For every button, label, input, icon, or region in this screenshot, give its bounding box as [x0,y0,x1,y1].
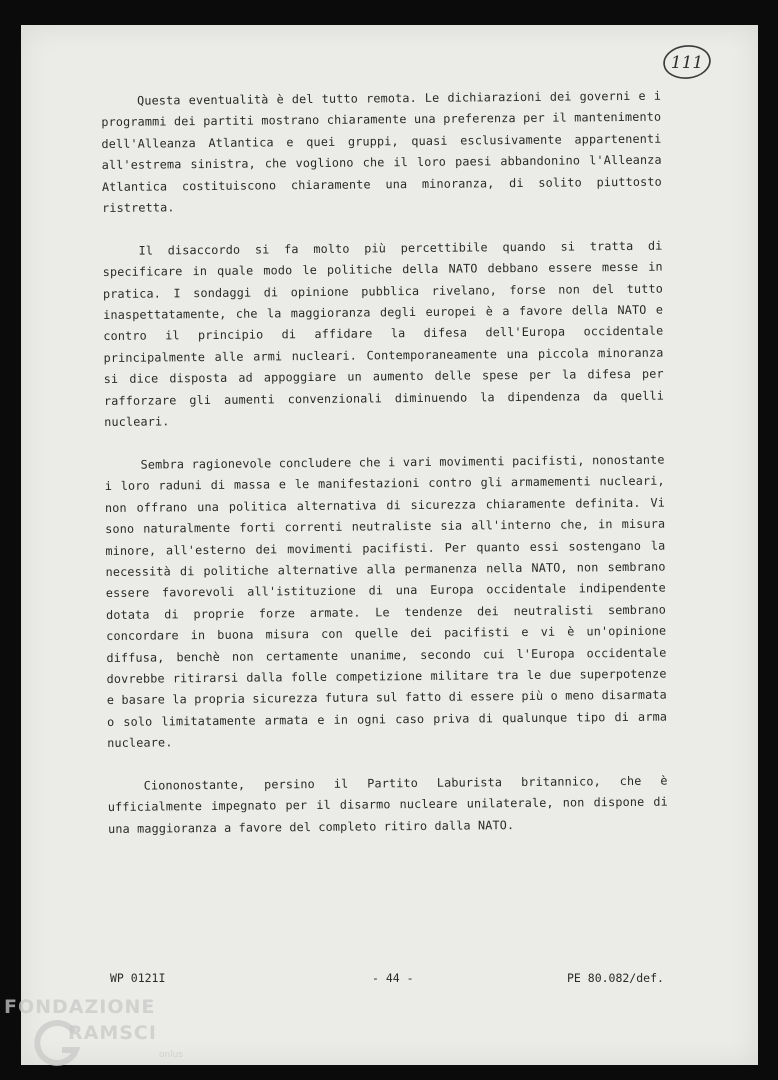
document-page [21,25,758,1065]
paragraph-4: Ciononostante, persino il Partito Laburista britannico, che è ufficialmente impegnato per il disarmo nucleare unilaterale, non dispone di una maggioranza a favore del completo ritiro dalla NATO. [107,773,668,836]
paragraph-2: Il disaccordo si fa molto più percettibile quando si tratta di specificare in quale modo le politiche della NATO debbano essere messe in pratica. I sondaggi di opinione pubblica rivelano, forse non del tutto inaspettatamente, che la maggioranza degli europei è a favore della NATO e contro il principio di affidare la difesa dell'Europa occidentale principalmente alle armi nucleari. Contemporaneamente una piccola minoranza si dice disposta ad appoggiare un aumento delle spese per la difesa per rafforzare gli aumenti convenzionali diminuendo la dipendenza da quelli nucleari. [102,238,665,430]
fondazione-gramsci-watermark [4,994,194,1080]
watermark-sub: onlus [159,1050,184,1060]
paragraph-3: Sembra ragionevole concludere che i vari movimenti pacifisti, nonostante i loro raduni di massa e le manifestazioni contro gli armamementi nucleari, non offrano una politica alternativa di sicurezza chiaramente definita. Vi sono naturalmente forti correnti neutraliste sia all'interno che, in misura minore, all'esterno dei movimenti pacifisti. Per quanto essi sostengano la necessità di politiche alternative alla permanenza nella NATO, non sembrano essere favorevoli all'istituzione di una Europa occidentale indipendente dotata di proprie forze armate. Le tendenze dei neutralisti sembrano concordare in buona misura con quelle dei pacifisti e vi è un'opinione diffusa, benchè non certamente unanime, secondo cui l'Europa occidentale dovrebbe ritirarsi dalla folle competizione militare tra le due superpotenze e basare la propria sicurezza futura sul fatto di essere più o meno disarmata o solo limitatamente armata e in ogni caso priva di qualunque tipo di arma nucleare. [104,452,668,751]
footer-page-number: - 44 - [372,971,414,985]
paragraph-1: Questa eventualità è del tutto remota. Le dichiarazioni dei governi e i programmi dei partiti mostrano chiaramente una preferenza per il mantenimento dell'Alleanza Atlantica e quei gruppi, quasi esclusivamente appartenenti all'estrema sinistra, che vogliono che il loro paesi abbandonino l'Alleanza Atlantica costituiscono chiaramente una minoranza, di solito piuttosto ristretta. [101,88,662,216]
footer-document-code: WP 0121I [110,971,166,985]
watermark-line2: RAMSCI [68,1022,157,1044]
watermark-line1: FONDAZIONE [4,996,156,1018]
document-body [101,86,668,862]
handwritten-page-number [662,43,712,81]
footer-reference: PE 80.082/def. [567,971,664,985]
handwritten-page-number-text: 111 [670,53,704,73]
